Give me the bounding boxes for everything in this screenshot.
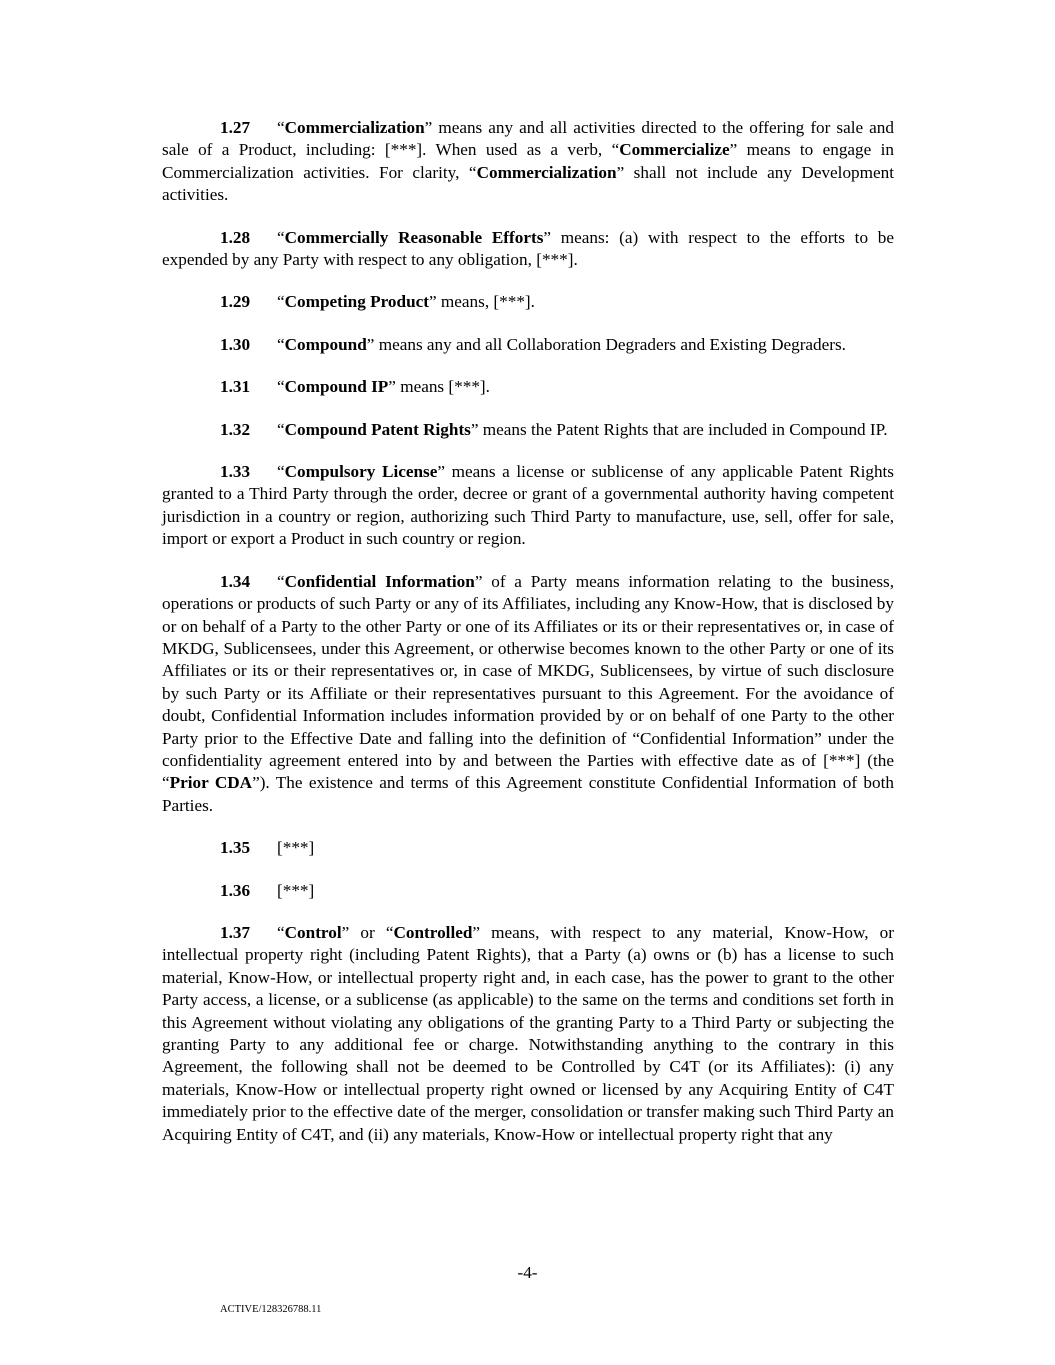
defined-term: Confidential Information: [284, 571, 475, 591]
section-1-34: 1.34 “Confidential Information” of a Party means information relating to the business, operations or products of such Party or any of its Affiliates, including any Know-How, that is disclosed by or on behalf of a Party to the other Party or one of its Affiliates or its or their representatives or, in case of MKDG, Sublicensees, under this Agreement, or otherwise becomes known to the other Party or one of its Affiliates or its or their representatives or, in case of MKDG, Sublicensees, by virtue of such disclosure by such Party or its Affiliate or their representatives pursuant to this Agreement. For the avoidance of doubt, Confidential Information includes information provided by or on behalf of one Party to the other Party prior to the Effective Date and falling into the definition of “Confidential Information” under the confidentiality agreement entered into by and between the Parties with effective date as of [***] (the “Prior CDA”). The existence and terms of this Agreement constitute Confidential Information of both Parties.: [162, 571, 894, 815]
section-1-29: 1.29 “Competing Product” means, [***].: [162, 291, 894, 313]
section-number: 1.29: [220, 292, 251, 312]
section-number: 1.27: [220, 118, 251, 137]
document-footer-id: ACTIVE/128326788.11: [220, 1304, 322, 1315]
section-number: 1.37: [220, 922, 251, 942]
defined-term: Prior CDA: [169, 773, 253, 793]
section-1-30: 1.30 “Compound” means any and all Collaboration Degraders and Existing Degraders.: [162, 334, 894, 356]
section-number: 1.32: [220, 419, 251, 439]
defined-term: Commercialization: [476, 162, 617, 182]
section-1-36: 1.36 [***]: [162, 880, 894, 902]
section-number: 1.35: [220, 838, 251, 858]
defined-term: Compulsory License: [284, 462, 438, 482]
defined-term: Compound: [284, 334, 367, 354]
defined-term: Controlled: [393, 922, 473, 942]
section-number: 1.28: [220, 227, 251, 247]
defined-term: Commercialize: [619, 140, 730, 160]
defined-term: Compound IP: [284, 377, 389, 397]
section-1-28: 1.28 “Commercially Reasonable Efforts” means: (a) with respect to the efforts to be expended by any Party with respect to any obligation, [***].: [162, 227, 894, 270]
section-number: 1.34: [220, 571, 251, 591]
section-1-37: 1.37 “Control” or “Controlled” means, with respect to any material, Know-How, or intellectual property right (including Patent Rights), that a Party (a) owns or (b) has a license to such material, Know-How, or intellectual property right and, in each case, has the power to grant to the other Party access, a license, or a sublicense (as applicable) to the same on the terms and conditions set forth in this Agreement without violating any obligations of the granting Party to a Third Party or subjecting the granting Party to any additional fee or charge. Notwithstanding anything to the contrary in this Agreement, the following shall not be deemed to be Controlled by C4T (or its Affiliates): (i) any materials, Know-How or intellectual property right owned or licensed by any Acquiring Entity of C4T immediately prior to the effective date of the merger, consolidation or transfer making such Third Party an Acquiring Entity of C4T, and (ii) any materials, Know-How or intellectual property right that any: [162, 922, 894, 1144]
section-number: 1.31: [220, 377, 251, 397]
page-number: -4-: [517, 1263, 538, 1282]
defined-term: Competing Product: [284, 292, 429, 312]
defined-term: Commercialization: [284, 118, 425, 137]
section-1-27: 1.27 “Commercialization” means any and all activities directed to the offering for sale and sale of a Product, including: [***]. When used as a verb, “Commercialize” means to engage in Commercialization activities. For clarity, “Commercialization” shall not include any Development activities.: [162, 118, 894, 205]
defined-term: Commercially Reasonable Efforts: [284, 227, 544, 247]
section-number: 1.36: [220, 880, 251, 900]
defined-term: Control: [284, 922, 342, 942]
section-1-35: 1.35 [***]: [162, 837, 894, 859]
section-1-31: 1.31 “Compound IP” means [***].: [162, 376, 894, 398]
section-1-33: 1.33 “Compulsory License” means a license or sublicense of any applicable Patent Rights granted to a Third Party through the order, decree or grant of a governmental authority having competent jurisdiction in a country or region, authorizing such Third Party to manufacture, use, sell, offer for sale, import or export a Product in such country or region.: [162, 462, 894, 549]
section-number: 1.33: [220, 462, 251, 482]
defined-term: Compound Patent Rights: [284, 419, 471, 439]
section-1-32: 1.32 “Compound Patent Rights” means the Patent Rights that are included in Compound IP.: [162, 419, 894, 441]
section-number: 1.30: [220, 334, 251, 354]
document-body: [162, 117, 894, 1166]
